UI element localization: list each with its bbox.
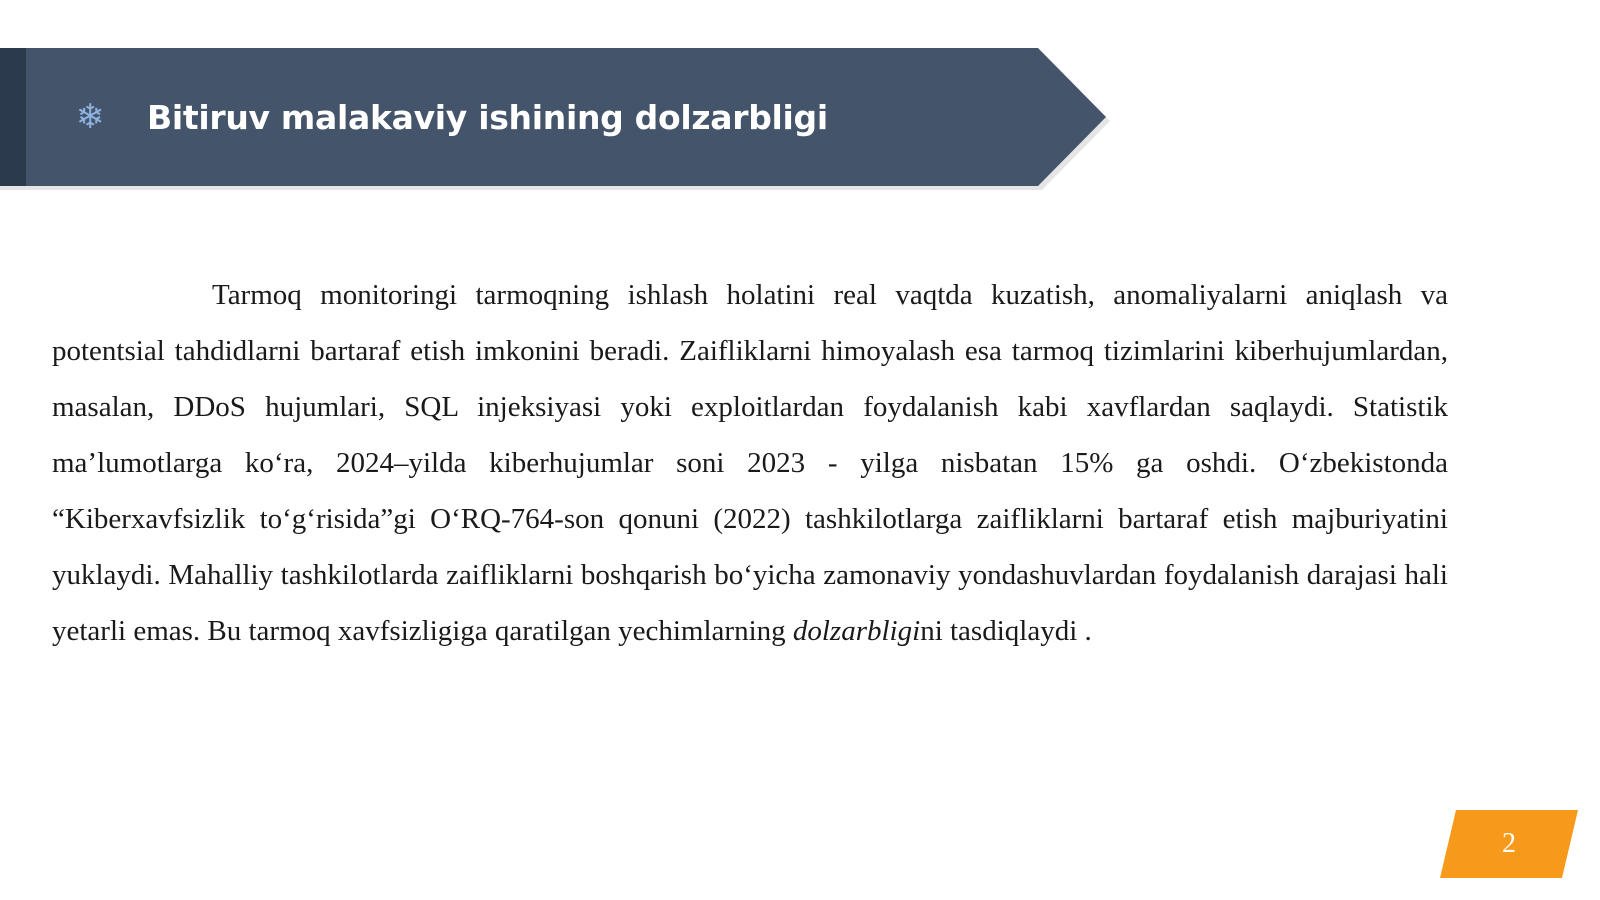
title-banner-edge bbox=[0, 48, 26, 186]
snowflake-icon: ❄ bbox=[75, 97, 105, 137]
body-text-main: Tarmoq monitoringi tarmoqning ishlash holatini real vaqtda kuzatish, anomaliyalarni aniqlash va potentsial tahdidlarni bartaraf etish imkonini beradi. Zaifliklarni himoyalash esa tarmoq tizimlarini kiberhujumlardan, masalan, DDoS hujumlari, SQL injeksiyasi yoki exploitlardan foydalanish kabi xavflardan saqlaydi. Statistik ma’lumotlarga ko‘ra, 2024–yilda kiberhujumlar soni 2023 - yilga nisbatan 15% ga oshdi. O‘zbekistonda “Kiberxavfsizlik to‘g‘risida”gi O‘RQ-764-son qonuni (2022) tashkilotlarga zaifliklarni bartaraf etish majburiyatini yuklaydi. Mahalliy tashkilotlarda zaifliklarni boshqarish bo‘yicha zamonaviy yondashuvlardan foydalanish darajasi hali yetarli emas. Bu tarmoq xavfsizligiga qaratilgan yechimlarning bbox=[52, 279, 1448, 647]
page-number: 2 bbox=[1502, 828, 1516, 859]
body-paragraph bbox=[52, 267, 1448, 659]
body-text-tail: ni tasdiqlaydi . bbox=[920, 615, 1092, 647]
slide-title: Bitiruv malakaviy ishining dolzarbligi bbox=[147, 98, 828, 137]
body-text-italic: dolzarbligi bbox=[792, 615, 921, 647]
